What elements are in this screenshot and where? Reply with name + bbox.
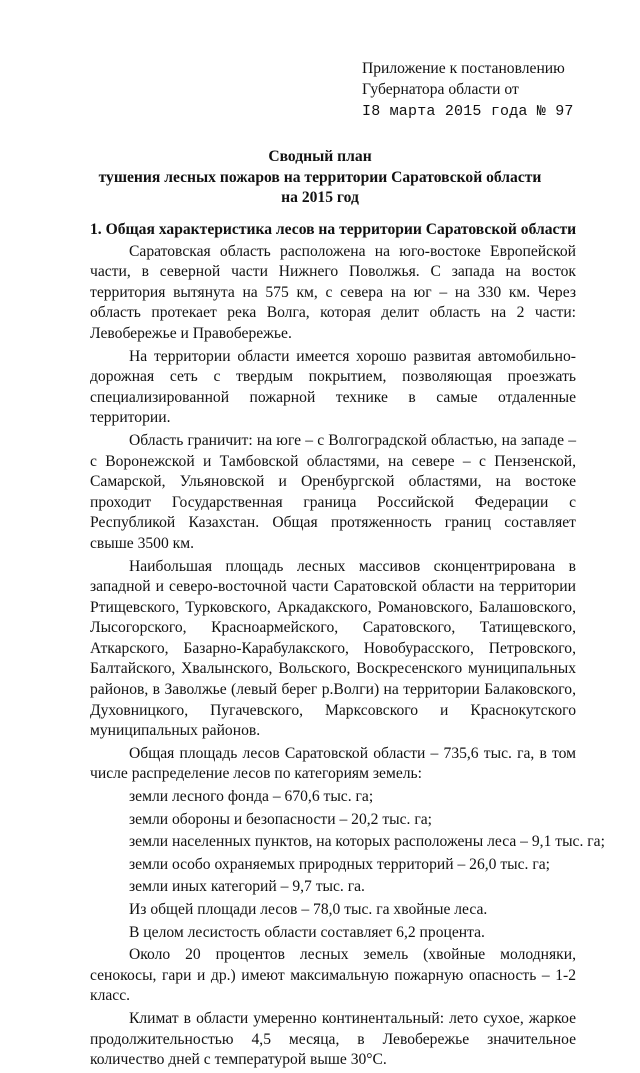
list-item: земли иных категорий – 9,7 тыс. га.: [129, 878, 365, 896]
title-line-2: тушения лесных пожаров на территории Саратовской области: [98, 168, 542, 186]
paragraph-climate: Климат в области умеренно континентальный: лето сухое, жаркое продолжительностью 4,5 месяца, в Левобережье значительное количество дней с температурой выше 30°С.: [90, 1009, 576, 1069]
section-heading: 1. Общая характеристика лесов на территории Саратовской области: [90, 221, 577, 238]
title-line-3: на 2015 год: [281, 189, 359, 207]
paragraph-forest-areas: Наибольшая площадь лесных массивов сконцентрирована в западной и северо-восточной части Саратовской области на территории Ртищевского, Турковского, Аркадакского, Романовского, Балашовского, Лысогорского, Красноармейского, Саратовского, Татищевского, Аткарского, Базарно-Карабулакского, Новобурасского, Петровского, Балтайского, Хвалынского, Вольского, Воскресенского муниципальных районов, в Заволжье (левый берег р.Волги) на территории Балаковского, Духовницкого, Пугачевского, Марксовского и Краснокутского муниципальных районов.: [90, 557, 576, 740]
approval-date-number: I8 марта 2015 года № 97: [362, 103, 574, 121]
list-item: земли особо охраняемых природных территорий – 26,0 тыс. га;: [129, 855, 551, 873]
paragraph-borders: Область граничит: на юге – с Волгоградской областью, на западе – с Воронежской и Тамбовской областями, на севере – с Пензенской, Самарской, Ульяновской и Оренбургской областями, на востоке проходит Государственная граница Российской Федерации с Республикой Казахстан. Общая протяженность границ составляет свыше 3500 км.: [90, 431, 576, 552]
list-item: земли лесного фонда – 670,6 тыс. га;: [129, 788, 374, 806]
paragraph-fire-danger: Около 20 процентов лесных земель (хвойные молодняки, сенокосы, гари и др.) имеют максимальную пожарную опасность – 1-2 класс.: [90, 946, 576, 1005]
paragraph-roads: На территории области имеется хорошо развитая автомобильно-дорожная сеть с твердым покрытием, позволяющая проезжать специализированной пожарной технике в самые отдаленные территории.: [90, 347, 576, 427]
approval-line-1: Приложение к постановлению: [362, 60, 565, 77]
approval-line-2: Губернатора области от: [362, 80, 519, 98]
list-item: земли обороны и безопасности – 20,2 тыс. га;: [129, 810, 433, 828]
list-item: земли населенных пунктов, на которых расположены леса – 9,1 тыс. га;: [129, 833, 605, 851]
paragraph-location: Саратовская область расположена на юго-востоке Европейской части, в северной части Нижнего Поволжья. С запада на восток территория вытянута на 575 км, с севера на юг – на 330 км. Через область протекает река Волга, которая делит область на 2 части: Левобережье и Правобережье.: [90, 242, 576, 342]
document-body: [90, 220, 605, 1073]
list-item: В целом лесистость области составляет 6,2 процента.: [129, 923, 485, 941]
title-line-1: Сводный план: [268, 148, 372, 165]
paragraph-total-area: Общая площадь лесов Саратовской области – 735,6 тыс. га, в том числе распределение лесов по категориям земель:: [90, 744, 576, 783]
approval-stamp: [362, 59, 632, 123]
list-item: Из общей площади лесов – 78,0 тыс. га хвойные леса.: [129, 901, 488, 918]
document-title: [0, 147, 640, 209]
